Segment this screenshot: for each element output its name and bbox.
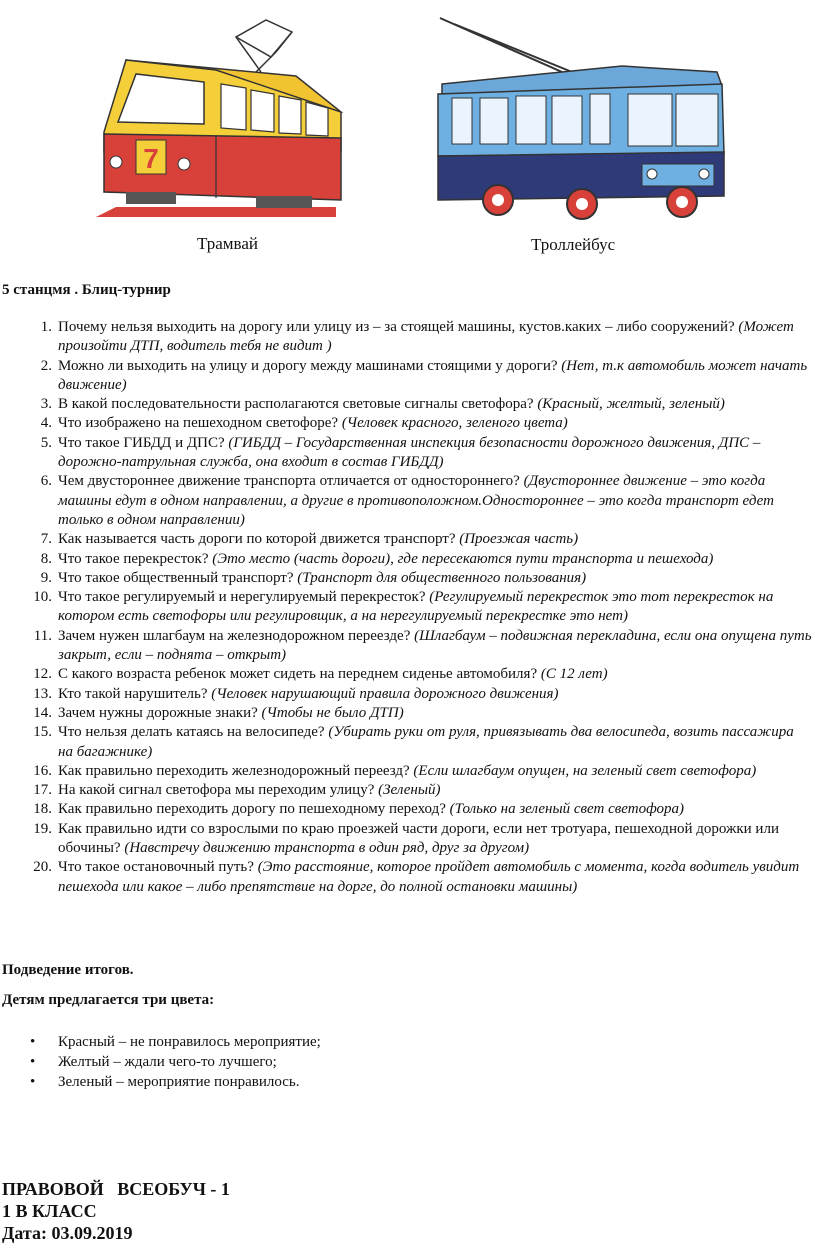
answer-text: (Убирать руки от руля, привязывать два велосипеда, возить пассажира на багажнике) xyxy=(58,724,794,760)
list-item: • Зеленый – мероприятие понравилось. xyxy=(30,1074,300,1090)
answer-text: (Двустороннее движение – это когда машины едут в одном направлении, а другие в противоположном.Одностороннее – это когда транспорт едет только в одном направлении) xyxy=(58,473,774,528)
trolleybus-icon xyxy=(432,14,726,224)
question-text: Что нельзя делать катаясь на велосипеде? xyxy=(58,724,329,741)
bullet-icon: • xyxy=(30,1034,36,1050)
question-item xyxy=(0,414,812,433)
question-number: 17. xyxy=(33,782,52,799)
question-item xyxy=(0,357,812,396)
summary-heading: Подведение итогов. xyxy=(2,962,134,978)
answer-text: (Только на зеленый свет светофора) xyxy=(449,801,685,818)
question-number: 12. xyxy=(33,666,52,683)
trolleybus-caption: Троллейбус xyxy=(531,235,616,254)
question-item xyxy=(0,762,812,781)
question-item xyxy=(0,723,812,762)
tram-number: 7 xyxy=(143,143,159,174)
footer-block xyxy=(2,1178,230,1244)
footer-class: 1 В КЛАСС xyxy=(2,1201,97,1221)
answer-text: (Может произойти ДТП, водитель тебя не видит ) xyxy=(58,319,794,355)
question-text: Почему нельзя выходить на дорогу или улицу из – за стоящей машины, кустов.каких – либо сооружений? xyxy=(58,319,739,335)
question-number: 14. xyxy=(33,704,52,721)
question-text: Как правильно переходить дорогу по пешеходному переход? xyxy=(58,801,450,818)
tram-icon xyxy=(96,12,348,222)
tram-caption: Трамвай xyxy=(197,234,258,253)
question-item xyxy=(0,800,812,819)
question-item xyxy=(0,781,812,800)
question-item xyxy=(0,472,812,530)
question-number: 18. xyxy=(33,801,52,818)
question-item xyxy=(0,627,812,666)
question-text: Что изображено на пешеходном светофоре? xyxy=(58,415,342,432)
answer-text: (Чтобы не было ДТП) xyxy=(261,704,404,721)
question-text: Чем двустороннее движение транспорта отличается от одностороннего? xyxy=(58,473,524,490)
bullet-icon: • xyxy=(30,1074,36,1090)
answer-text: (Если шлагбаум опущен, на зеленый свет светофора) xyxy=(413,762,757,779)
question-text: Кто такой нарушитель? xyxy=(58,685,212,702)
answer-text: (Человек красного, зеленого цвета) xyxy=(341,415,568,432)
question-number: 20. xyxy=(33,859,52,876)
question-number: 19. xyxy=(33,820,52,837)
answer-text: (Зеленый) xyxy=(378,782,441,799)
question-item xyxy=(0,550,812,569)
tram-illustration xyxy=(96,12,348,222)
question-number: 10. xyxy=(33,589,52,606)
question-text: Можно ли выходить на улицу и дорогу между машинами стоящими у дороги? xyxy=(58,357,562,374)
question-text: Как правильно идти со взрослыми по краю проезжей части дороги, если нет тротуара, пешеходной дорожки или обочины? xyxy=(58,820,779,857)
question-text: Что такое общественный транспорт? xyxy=(58,569,298,586)
question-number: 6. xyxy=(40,473,52,490)
question-text: Как называется часть дороги по которой движется транспорт? xyxy=(58,531,460,548)
question-item xyxy=(0,820,812,859)
question-text: Что такое остановочный путь? xyxy=(58,859,258,876)
answer-text: (Регулируемый перекресток это тот перекресток на котором есть светофоры или регулировщик, а на нерегулируемый перекрестке это нет) xyxy=(58,589,774,625)
question-number: 9. xyxy=(40,569,52,586)
question-item xyxy=(0,665,812,684)
question-number: 2. xyxy=(40,357,52,374)
list-item: • Желтый – ждали чего-то лучшего; xyxy=(30,1054,277,1070)
station-heading: 5 станцмя . Блиц-турнир xyxy=(2,282,171,298)
question-number: 16. xyxy=(33,762,52,779)
answer-text: (Шлагбаум – подвижная перекладина, если она опущена путь закрыт, если – поднята – открыт) xyxy=(58,627,812,664)
colors-heading: Детям предлагается три цвета: xyxy=(2,992,215,1008)
question-number: 7. xyxy=(40,531,52,548)
question-text: Что такое регулируемый и нерегулируемый перекресток? xyxy=(58,589,430,606)
question-number: 1. xyxy=(40,319,52,335)
question-item xyxy=(0,395,812,414)
question-text: Что такое перекресток? xyxy=(58,550,213,567)
list-item: • Красный – не понравилось мероприятие; xyxy=(30,1034,321,1050)
question-text: На какой сигнал светофора мы переходим улицу? xyxy=(58,782,379,799)
bullet-icon: • xyxy=(30,1054,36,1070)
question-number: 13. xyxy=(33,685,52,702)
footer-title: ПРАВОВОЙ ВСЕОБУЧ - 1 xyxy=(2,1179,230,1199)
question-item xyxy=(0,704,812,723)
question-number: 5. xyxy=(40,434,52,451)
question-text: Как правильно переходить железнодорожный переезд? xyxy=(58,762,414,779)
question-number: 3. xyxy=(40,396,52,413)
answer-text: (Навстречу движению транспорта в один ряд, друг за другом) xyxy=(124,840,530,857)
color-options-list xyxy=(0,1032,321,1092)
footer-date: Дата: 03.09.2019 xyxy=(2,1223,133,1243)
answer-text: (Проезжая часть) xyxy=(459,531,579,548)
question-item xyxy=(0,530,812,549)
question-item xyxy=(0,588,812,627)
question-item xyxy=(0,685,812,704)
answer-text: (Это место (часть дороги), где пересекаются пути транспорта и пешехода) xyxy=(212,550,714,567)
question-list xyxy=(0,318,812,897)
question-text: Зачем нужны дорожные знаки? xyxy=(58,704,262,721)
question-number: 8. xyxy=(40,550,52,567)
question-text: Зачем нужен шлагбаум на железнодорожном переезде? xyxy=(58,627,415,644)
question-item xyxy=(0,858,812,897)
question-item xyxy=(0,434,812,473)
question-text: Что такое ГИБДД и ДПС? xyxy=(58,434,229,451)
question-item xyxy=(0,569,812,588)
answer-text: (С 12 лет) xyxy=(540,666,608,683)
answer-text: (Человек нарушающий правила дорожного движения) xyxy=(211,685,559,702)
question-number: 4. xyxy=(40,415,52,432)
answer-text: (ГИБДД – Государственная инспекция безопасности дорожного движения, ДПС – дорожно-патрульная служба, она входит в состав ГИБДД) xyxy=(58,434,761,471)
question-number: 15. xyxy=(33,724,52,741)
question-number: 11. xyxy=(33,627,52,644)
answer-text: (Это расстояние, которое пройдет автомобиль с момента, когда водитель увидит пешехода или какое – либо препятствие на дорге, до полной остановки машины) xyxy=(58,859,800,895)
question-text: В какой последовательности располагаются световые сигналы светофора? xyxy=(58,396,538,413)
answer-text: (Транспорт для общественного пользования) xyxy=(297,569,587,586)
answer-text: (Красный, желтый, зеленый) xyxy=(537,396,725,413)
question-text: С какого возраста ребенок может сидеть на переднем сиденье автомобиля? xyxy=(58,666,541,683)
question-item xyxy=(0,318,812,357)
answer-text: (Нет, т.к автомобиль может начать движение) xyxy=(58,357,808,393)
trolleybus-illustration xyxy=(432,14,726,224)
